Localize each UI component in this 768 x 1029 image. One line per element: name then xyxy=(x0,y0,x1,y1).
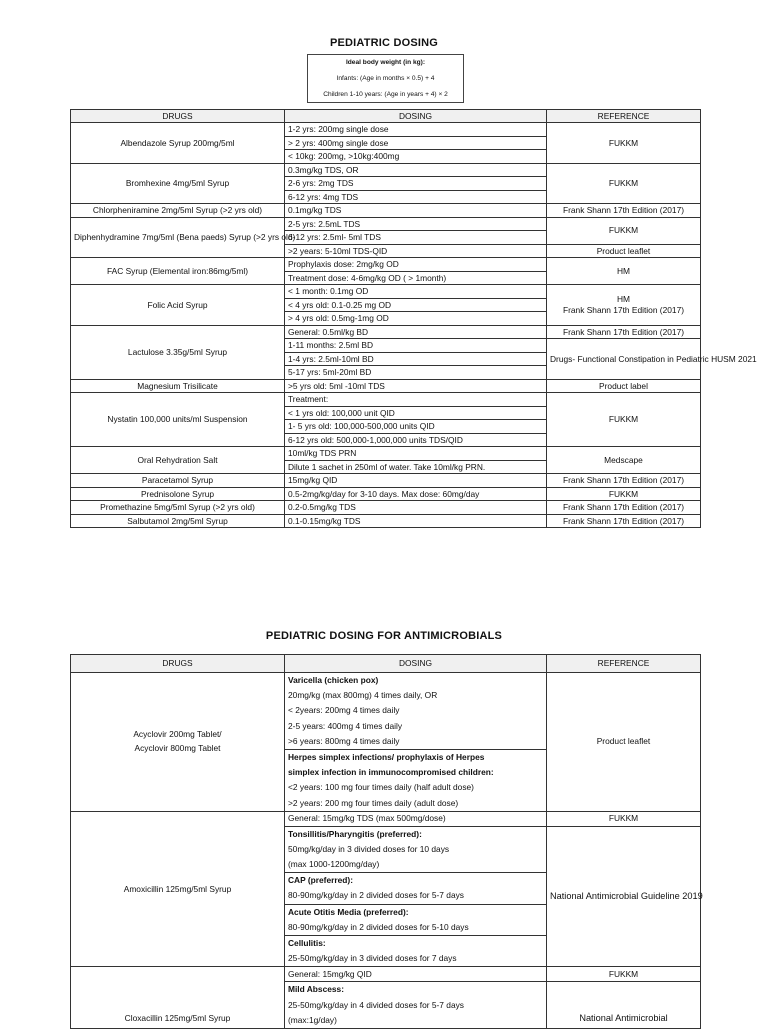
reference: FUKKM xyxy=(547,123,701,164)
dosing-line: (max:1g/day) xyxy=(288,1014,337,1025)
dosing-line: 80-90mg/kg/day in 2 divided doses for 5-7 days xyxy=(288,890,464,901)
dosing-line: 0.3mg/kg TDS, OR xyxy=(285,163,547,177)
indication-title: Varicella (chicken pox) xyxy=(288,675,379,685)
dosing-line: 80-90mg/kg/day in 2 divided doses for 5-10 days xyxy=(288,921,469,932)
header-dosing: DOSING xyxy=(285,110,547,123)
table-row xyxy=(71,217,701,231)
table-row xyxy=(71,123,701,137)
table-row xyxy=(71,673,701,812)
tonsillitis-block xyxy=(285,827,546,874)
dosing-line: > 4 yrs old: 0.5mg-1mg OD xyxy=(285,312,547,326)
drug-name: Lactulose 3.35g/5ml Syrup xyxy=(71,325,285,379)
ibw-infants: Infants: (Age in months × 0.5) + 4 xyxy=(336,74,435,82)
reference xyxy=(547,285,701,326)
dosing-line: 6-12 yrs: 4mg TDS xyxy=(285,190,547,204)
table-row xyxy=(71,487,701,501)
header-reference: REFERENCE xyxy=(547,110,701,123)
reference: National Antimicrobial xyxy=(547,982,701,1029)
drug-name: Paracetamol Syrup xyxy=(71,474,285,488)
reference: HM xyxy=(547,258,701,285)
dosing-cell xyxy=(285,982,547,1029)
aom-block xyxy=(285,905,546,936)
dosing-line: < 10kg: 200mg, >10kg:400mg xyxy=(285,150,547,164)
table-row xyxy=(71,163,701,177)
dosing-line: 25-50mg/kg/day in 3 divided doses for 7 days xyxy=(288,953,457,964)
dosing-line: Dilute 1 sachet in 250ml of water. Take 10ml/kg PRN. xyxy=(285,460,547,474)
pediatric-dosing-table xyxy=(70,109,757,528)
table-row xyxy=(71,811,701,826)
reference: Drugs- Functional Constipation in Pediatric HUSM 2021 xyxy=(547,339,701,380)
dosing-line: 1- 5 yrs old: 100,000-500,000 units QID xyxy=(285,420,547,434)
drug-name: Salbutamol 2mg/5ml Syrup xyxy=(71,514,285,528)
dosing-line: 0.1mg/kg TDS xyxy=(285,204,547,218)
varicella-block xyxy=(285,673,546,750)
drug-name: Cloxacillin 125mg/5ml Syrup xyxy=(71,967,285,1029)
reference: Product leaflet xyxy=(547,244,701,258)
dosing-cell xyxy=(285,826,547,967)
header-reference: REFERENCE xyxy=(547,655,701,673)
reference: FUKKM xyxy=(547,217,701,244)
section-title: PEDIATRIC DOSING FOR ANTIMICROBIALS xyxy=(265,630,503,642)
table-row xyxy=(71,514,701,528)
dosing-line: < 2years: 200mg 4 times daily xyxy=(288,705,400,716)
drug-name: Folic Acid Syrup xyxy=(71,285,285,326)
dosing-line: < 1 yrs old: 100,000 unit QID xyxy=(285,406,547,420)
dosing-line: 0.5-2mg/kg/day for 3-10 days. Max dose: 60mg/day xyxy=(285,487,547,501)
abscess-block xyxy=(285,982,546,1028)
dosing-line: >2 years: 5-10ml TDS-QID xyxy=(285,244,547,258)
table-row xyxy=(71,379,701,393)
page-title: PEDIATRIC DOSING xyxy=(329,37,439,49)
dosing-line: 1-4 yrs: 2.5ml-10ml BD xyxy=(285,352,547,366)
drug-name: Magnesium Trisilicate xyxy=(71,379,285,393)
antimicrobial-dosing-table xyxy=(70,654,701,1029)
dosing-line: 1-11 months: 2.5ml BD xyxy=(285,339,547,353)
dosing-line: 50mg/kg/day in 3 divided doses for 10 days xyxy=(288,843,450,854)
ibw-children: Children 1-10 years: (Age in years + 4) × 2 xyxy=(323,90,448,98)
drug-name: Albendazole Syrup 200mg/5ml xyxy=(71,123,285,164)
dosing-line: Prophylaxis dose: 2mg/kg OD xyxy=(285,258,547,272)
dosing-line: >5 yrs old: 5ml -10ml TDS xyxy=(285,379,547,393)
dosing-line: Treatment: xyxy=(285,393,547,407)
reference: FUKKM xyxy=(547,393,701,447)
table-row xyxy=(71,325,701,339)
table-row xyxy=(71,393,701,407)
drug-name-line: Acyclovir 200mg Tablet/ Acyclovir 800mg Tablet xyxy=(133,729,222,753)
dosing-line: General: 15mg/kg TDS (max 500mg/dose) xyxy=(285,811,547,826)
table-header-row xyxy=(71,110,701,123)
table-row xyxy=(71,204,701,218)
cap-block xyxy=(285,873,546,904)
reference: FUKKM xyxy=(547,811,701,826)
drug-name: Chlorpheniramine 2mg/5ml Syrup (>2 yrs old) xyxy=(71,204,285,218)
reference: Frank Shann 17th Edition (2017) xyxy=(547,514,701,528)
reference: Product label xyxy=(547,379,701,393)
header-drugs: DRUGS xyxy=(71,655,285,673)
drug-name: Diphenhydramine 7mg/5ml (Bena paeds) Syrup (>2 yrs old) xyxy=(71,217,285,258)
header-dosing: DOSING xyxy=(285,655,547,673)
table-row xyxy=(71,474,701,488)
dosing-line: > 2 yrs: 400mg single dose xyxy=(285,136,547,150)
dosing-line: <2 years: 100 mg four times daily (half adult dose) xyxy=(288,782,474,793)
header-drugs: DRUGS xyxy=(71,110,285,123)
table-row xyxy=(71,447,701,461)
table-header-row xyxy=(71,655,701,673)
reference: Frank Shann 17th Edition (2017) xyxy=(547,501,701,515)
dosing-line: >6 years: 800mg 4 times daily xyxy=(288,735,400,746)
drug-name: Amoxicillin 125mg/5ml Syrup xyxy=(71,811,285,967)
dosing-line: 5-17 yrs: 5ml-20ml BD xyxy=(285,366,547,380)
dosing-line: 0.2-0.5mg/kg TDS xyxy=(285,501,547,515)
dosing-line: < 1 month: 0.1mg OD xyxy=(285,285,547,299)
indication-title: Cellulitis: xyxy=(288,938,326,948)
dosing-line: General: 15mg/kg QID xyxy=(285,967,547,982)
drug-name: FAC Syrup (Elemental iron:86mg/5ml) xyxy=(71,258,285,285)
drug-name: Promethazine 5mg/5ml Syrup (>2 yrs old) xyxy=(71,501,285,515)
dosing-line: (max 1000-1200mg/day) xyxy=(288,859,380,870)
table-row xyxy=(71,285,701,299)
reference: Frank Shann 17th Edition (2017) xyxy=(547,474,701,488)
indication-title: Mild Abscess: xyxy=(288,984,345,995)
ibw-heading: Ideal body weight (in kg): xyxy=(345,58,426,66)
dosing-line: Treatment dose: 4-6mg/kg OD ( > 1month) xyxy=(285,271,547,285)
dosing-line: 10ml/kg TDS PRN xyxy=(285,447,547,461)
drug-name: Oral Rehydration Salt xyxy=(71,447,285,474)
indication-title: Acute Otitis Media (preferred): xyxy=(288,906,409,917)
indication-title: simplex infection in immunocompromised children: xyxy=(288,767,494,778)
drug-name xyxy=(71,673,285,812)
dosing-line: < 4 yrs old: 0.1-0.25 mg OD xyxy=(285,298,547,312)
herpes-block xyxy=(285,750,546,811)
reference: FUKKM xyxy=(547,967,701,982)
dosing-line: >2 years: 200 mg four times daily (adult dose) xyxy=(288,797,459,808)
drug-name: Bromhexine 4mg/5ml Syrup xyxy=(71,163,285,204)
reference: Frank Shann 17th Edition (2017) xyxy=(547,325,701,339)
reference: Frank Shann 17th Edition (2017) xyxy=(547,204,701,218)
dosing-line: 2-5 yrs: 2.5mL TDS xyxy=(285,217,547,231)
table-row xyxy=(71,258,701,272)
reference-line: HM xyxy=(616,294,631,305)
dosing-line: 20mg/kg (max 800mg) 4 times daily, OR xyxy=(288,690,438,701)
dosing-line: 0.1-0.15mg/kg TDS xyxy=(285,514,547,528)
dosing-line: General: 0.5ml/kg BD xyxy=(285,325,547,339)
drug-name: Prednisolone Syrup xyxy=(71,487,285,501)
table-row xyxy=(71,967,701,982)
dosing-line: 2-5 years: 400mg 4 times daily xyxy=(288,720,403,731)
dosing-line: 6-12 yrs old: 500,000-1,000,000 units TDS/QID xyxy=(285,433,547,447)
cellulitis-block xyxy=(285,936,546,966)
dosing-line: 15mg/kg QID xyxy=(285,474,547,488)
dosing-line: 25-50mg/kg/day in 4 divided doses for 5-7 days xyxy=(288,999,464,1010)
drug-name: Nystatin 100,000 units/ml Suspension xyxy=(71,393,285,447)
reference: Product leaflet xyxy=(547,673,701,812)
reference: National Antimicrobial Guideline 2019 xyxy=(547,826,701,967)
dosing-line: 2-6 yrs: 2mg TDS xyxy=(285,177,547,191)
reference: FUKKM xyxy=(547,163,701,204)
dosing-cell xyxy=(285,673,547,812)
indication-title: Tonsillitis/Pharyngitis (preferred): xyxy=(288,828,422,839)
reference: Medscape xyxy=(547,447,701,474)
table-row xyxy=(71,501,701,515)
dosing-line: 1-2 yrs: 200mg single dose xyxy=(285,123,547,137)
reference-line: Frank Shann 17th Edition (2017) xyxy=(562,304,685,315)
ideal-body-weight-box xyxy=(307,54,464,103)
reference: FUKKM xyxy=(547,487,701,501)
dosing-line: 6-12 yrs: 2.5ml- 5ml TDS xyxy=(285,231,547,245)
indication-title: CAP (preferred): xyxy=(288,875,353,886)
indication-title: Herpes simplex infections/ prophylaxis of Herpes xyxy=(288,751,485,762)
